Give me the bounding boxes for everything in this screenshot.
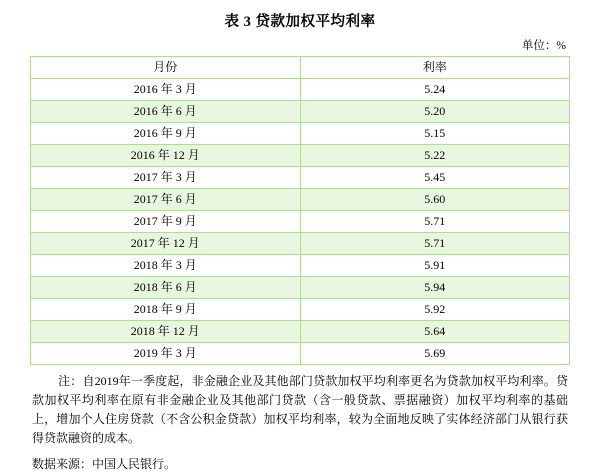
table-note bbox=[32, 372, 568, 448]
table-row bbox=[31, 123, 570, 145]
cell-month: 2017 年 6 月 bbox=[31, 189, 301, 211]
table-row bbox=[31, 189, 570, 211]
cell-rate: 5.69 bbox=[300, 343, 570, 365]
table-row bbox=[31, 277, 570, 299]
cell-rate: 5.60 bbox=[300, 189, 570, 211]
cell-rate: 5.45 bbox=[300, 167, 570, 189]
source-text: 数据来源：中国人民银行。 bbox=[32, 457, 177, 471]
cell-month: 2016 年 6 月 bbox=[31, 101, 301, 123]
table-header-row bbox=[31, 57, 570, 79]
cell-month: 2017 年 12 月 bbox=[31, 233, 301, 255]
cell-rate: 5.94 bbox=[300, 277, 570, 299]
cell-rate: 5.71 bbox=[300, 211, 570, 233]
cell-rate: 5.64 bbox=[300, 321, 570, 343]
cell-month: 2016 年 9 月 bbox=[31, 123, 301, 145]
cell-month: 2016 年 12 月 bbox=[31, 145, 301, 167]
table-source bbox=[32, 455, 568, 474]
cell-month: 2018 年 12 月 bbox=[31, 321, 301, 343]
table-header bbox=[31, 57, 570, 79]
table-row bbox=[31, 167, 570, 189]
table-row bbox=[31, 101, 570, 123]
cell-month: 2018 年 3 月 bbox=[31, 255, 301, 277]
table-row bbox=[31, 79, 570, 101]
column-header-rate: 利率 bbox=[300, 57, 570, 79]
note-text: 注：自2019年一季度起，非金融企业及其他部门贷款加权平均利率更名为贷款加权平均利率。贷款加权平均利率在原有非金融企业及其他部门贷款（含一般贷款、票据融资）加权平均利率的基础上，增加个人住房贷款（不含公积金贷款）加权平均利率，较为全面地反映了实体经济部门从银行获得贷款融资的成本。 bbox=[32, 374, 568, 445]
cell-month: 2017 年 3 月 bbox=[31, 167, 301, 189]
cell-month: 2018 年 9 月 bbox=[31, 299, 301, 321]
cell-rate: 5.20 bbox=[300, 101, 570, 123]
cell-rate: 5.92 bbox=[300, 299, 570, 321]
table-row bbox=[31, 343, 570, 365]
cell-rate: 5.24 bbox=[300, 79, 570, 101]
table-body bbox=[31, 79, 570, 365]
cell-month: 2016 年 3 月 bbox=[31, 79, 301, 101]
unit-label: 单位：% bbox=[521, 40, 566, 52]
cell-rate: 5.91 bbox=[300, 255, 570, 277]
loan-rate-table bbox=[30, 56, 570, 365]
table-row bbox=[31, 233, 570, 255]
table-row bbox=[31, 321, 570, 343]
table-row bbox=[31, 145, 570, 167]
cell-rate: 5.71 bbox=[300, 233, 570, 255]
table-row bbox=[31, 211, 570, 233]
table-row bbox=[31, 299, 570, 321]
cell-rate: 5.15 bbox=[300, 123, 570, 145]
cell-month: 2019 年 3 月 bbox=[31, 343, 301, 365]
cell-rate: 5.22 bbox=[300, 145, 570, 167]
table-row bbox=[31, 255, 570, 277]
column-header-month: 月份 bbox=[31, 57, 301, 79]
page-title: 表 3 贷款加权平均利率 bbox=[224, 14, 376, 30]
cell-month: 2018 年 6 月 bbox=[31, 277, 301, 299]
cell-month: 2017 年 9 月 bbox=[31, 211, 301, 233]
